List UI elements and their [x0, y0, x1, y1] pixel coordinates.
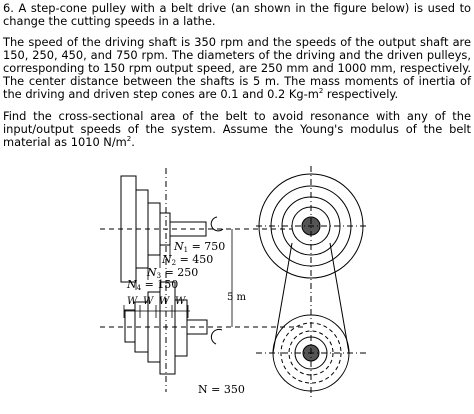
given-text-end: respectively. — [323, 87, 399, 101]
belt-right — [330, 243, 349, 353]
question-text-end: . — [131, 135, 135, 149]
width-label-2: W — [143, 296, 154, 307]
width-label-4: W — [175, 296, 186, 307]
given-exponent: 2 — [318, 87, 324, 96]
lower-shaft-end-icon — [211, 329, 222, 344]
width-label-1: W — [127, 296, 138, 307]
question-exponent: 2 — [126, 135, 132, 144]
width-label-3: W — [159, 296, 170, 307]
center-distance-label: 5 m — [227, 292, 247, 303]
speed-label-n1: N1 = 750 — [174, 240, 226, 254]
input-speed-label: N = 350 — [198, 383, 245, 396]
question-text: Find the cross-sectional area of the belt to avoid resonance with any of the input/output speeds of the system. Assume the Young's modulus of the belt material as 1010 N/m — [3, 109, 471, 149]
speed-label-n3: N3 = 250 — [147, 266, 199, 280]
intro-text: 6. A step-cone pulley with a belt drive (an shown in the figure below) is used to change the cutting speeds in a lathe. — [3, 1, 471, 28]
speed-label-n2: N2 = 450 — [162, 253, 214, 267]
belt-left — [273, 243, 292, 353]
given-text: The speed of the driving shaft is 350 rpm and the speeds of the output shaft are 150, 250, 450, and 750 rpm. The diameters of the driving and the driven pulleys, corresponding to 150 rpm output speed, are 250 mm and 1000 mm, respectively. The center distance between the shafts is 5 m. The mass moments of inertia of the driving and driven step cones are 0.1 and 0.2 Kg-m — [3, 35, 471, 101]
speed-label-n4: N4 = 150 — [127, 278, 179, 292]
